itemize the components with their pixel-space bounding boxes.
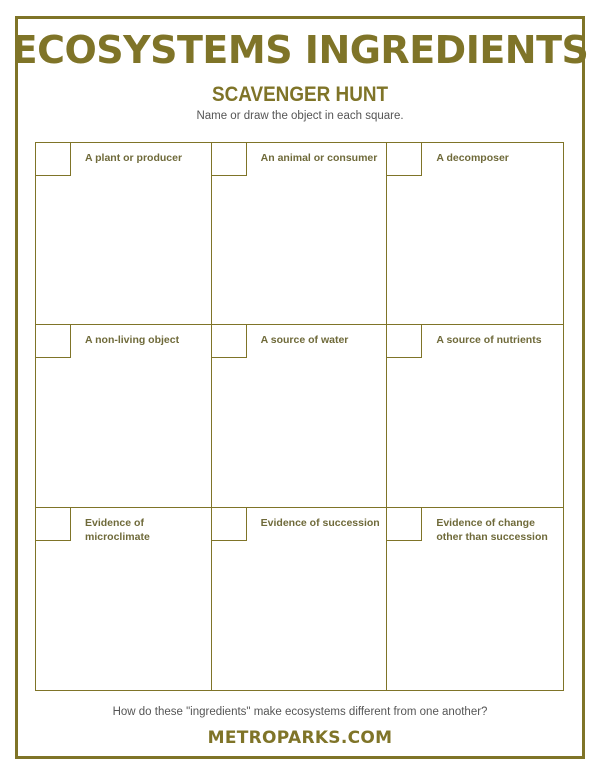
instructions-text: Name or draw the object in each square. bbox=[196, 110, 404, 122]
cell-label: A non-living object bbox=[85, 334, 180, 347]
grid-cell-water[interactable] bbox=[212, 325, 388, 507]
checkbox[interactable] bbox=[212, 508, 247, 541]
checkbox[interactable] bbox=[36, 325, 71, 358]
checkbox[interactable] bbox=[212, 325, 247, 358]
checkbox[interactable] bbox=[36, 143, 71, 176]
cell-label: A source of water bbox=[260, 334, 349, 347]
cell-label: Evidence of change other than succession bbox=[436, 516, 548, 543]
cell-label: Evidence of microclimate bbox=[85, 516, 150, 543]
cell-label: A plant or producer bbox=[85, 152, 183, 164]
grid-cell-non-living[interactable] bbox=[36, 325, 212, 507]
cell-label: A source of nutrients bbox=[436, 334, 542, 347]
checkbox[interactable] bbox=[36, 508, 71, 541]
grid-cell-plant[interactable] bbox=[36, 143, 212, 325]
scavenger-grid bbox=[35, 142, 564, 691]
grid-cell-change[interactable] bbox=[387, 508, 563, 690]
cell-label: A decomposer bbox=[436, 152, 509, 164]
grid-cell-succession[interactable] bbox=[212, 508, 388, 690]
grid-cell-nutrients[interactable] bbox=[387, 325, 563, 507]
page-title: ECOSYSTEMS INGREDIENTS bbox=[11, 28, 589, 72]
checkbox[interactable] bbox=[212, 143, 247, 176]
page-subtitle: SCAVENGER HUNT bbox=[211, 83, 389, 106]
cell-label: Evidence of succession bbox=[260, 516, 380, 529]
checkbox[interactable] bbox=[387, 143, 422, 176]
grid-cell-animal[interactable] bbox=[212, 143, 388, 325]
grid-cell-decomposer[interactable] bbox=[387, 143, 563, 325]
grid-cell-microclimate[interactable] bbox=[36, 508, 212, 690]
cell-label: An animal or consumer bbox=[260, 152, 378, 164]
checkbox[interactable] bbox=[387, 508, 422, 541]
website-footer: METROPARKS.COM bbox=[207, 728, 393, 748]
checkbox[interactable] bbox=[387, 325, 422, 358]
reflection-question: How do these "ingredients" make ecosystems different from one another? bbox=[112, 706, 488, 718]
